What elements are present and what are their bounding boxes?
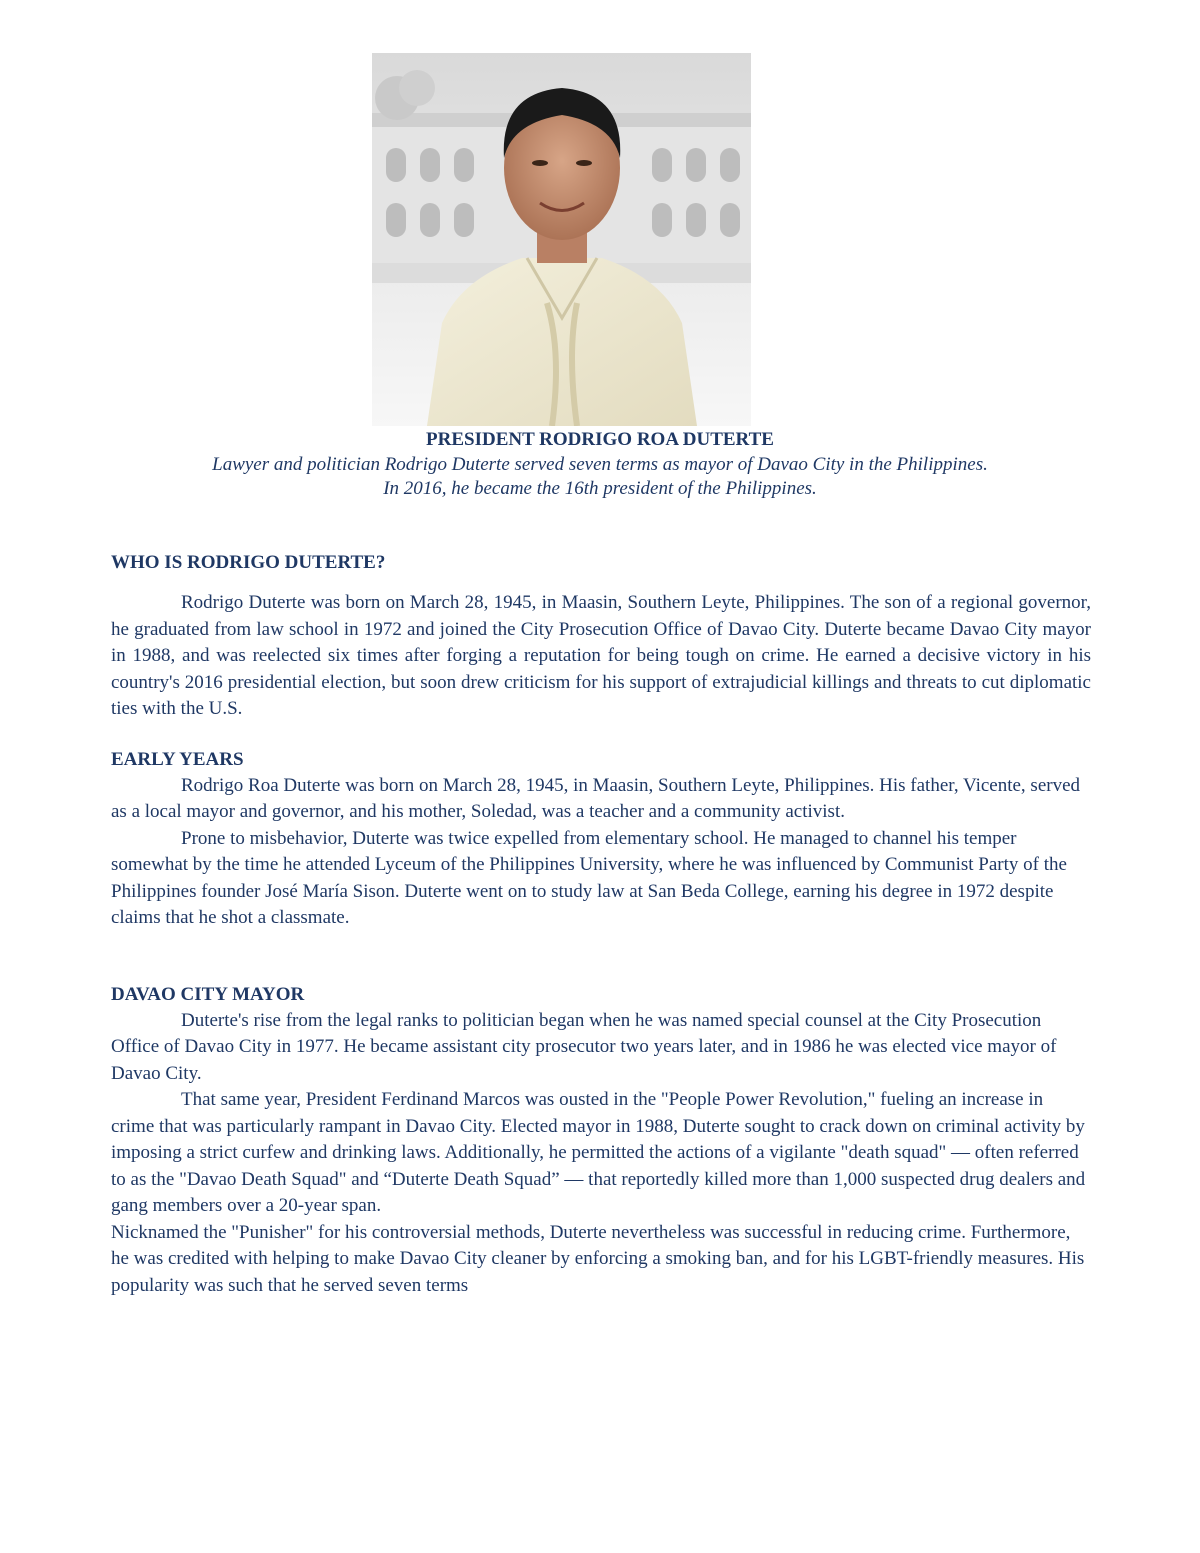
- portrait-photo-icon: [372, 53, 751, 426]
- paragraph-mayor-2: That same year, President Ferdinand Marcos was ousted in the "People Power Revolution," fueling an increase in crime that was particularly rampant in Davao City. Elected mayor in 1988, Duterte sought to crack down on criminal activity by imposing a strict curfew and drinking laws. Additionally, he permitted the actions of a vigilante "death squad" — often referred to as the "Davao Death Squad" and “Duterte Death Squad” — that reportedly killed more than 1,000 suspected drug dealers and gang members over a 20-year span.: [111, 1089, 1086, 1216]
- paragraph-early-1: Rodrigo Roa Duterte was born on March 28, 1945, in Maasin, Southern Leyte, Philippines. His father, Vicente, served as a local mayor and governor, and his mother, Soledad, was a teacher and a community activist.: [111, 774, 1081, 822]
- paragraph-mayor-1: Duterte's rise from the legal ranks to politician began when he was named special counsel at the City Prosecution Office of Davao City in 1977. He became assistant city prosecutor two years later, and in 1986 he was elected vice mayor of Davao City.: [111, 1009, 1057, 1084]
- caption-line-2: In 2016, he became the 16th president of the Philippines.: [383, 478, 817, 499]
- caption-line-1: Lawyer and politician Rodrigo Duterte served seven terms as mayor of Davao City in the Philippines.: [212, 454, 988, 475]
- paragraph-early-2: Prone to misbehavior, Duterte was twice expelled from elementary school. He managed to channel his temper somewhat by the time he attended Lyceum of the Philippines University, where he was influenced by Communist Party of the Philippines founder José María Sison. Duterte went on to study law at San Beda College, earning his degree in 1972 despite claims that he shot a classmate.: [111, 827, 1067, 928]
- document-body: [111, 550, 1091, 1299]
- portrait-photo: [372, 53, 751, 426]
- paragraph-who-1: Rodrigo Duterte was born on March 28, 1945, in Maasin, Southern Leyte, Philippines. The son of a regional governor, he graduated from law school in 1972 and joined the City Prosecution Office of Davao City. Duterte became Davao City mayor in 1988, and was reelected six times after forging a reputation for being tough on crime. He earned a decisive victory in his country's 2016 presidential election, but soon drew criticism for his support of extrajudicial killings and threats to cut diplomatic ties with the U.S.: [111, 592, 1091, 719]
- heading-davao-mayor: DAVAO CITY MAYOR: [111, 983, 305, 1005]
- heading-who: WHO IS RODRIGO DUTERTE?: [111, 552, 386, 573]
- photo-caption: [0, 427, 1200, 501]
- paragraph-mayor-3: Nicknamed the "Punisher" for his controversial methods, Duterte nevertheless was successful in reducing crime. Furthermore, he was credited with helping to make Davao City cleaner by enforcing a smoking ban, and for his LGBT-friendly measures. His popularity was such that he served seven terms: [111, 1221, 1085, 1296]
- page-title: PRESIDENT RODRIGO ROA DUTERTE: [426, 429, 774, 450]
- heading-early-years: EARLY YEARS: [111, 748, 244, 770]
